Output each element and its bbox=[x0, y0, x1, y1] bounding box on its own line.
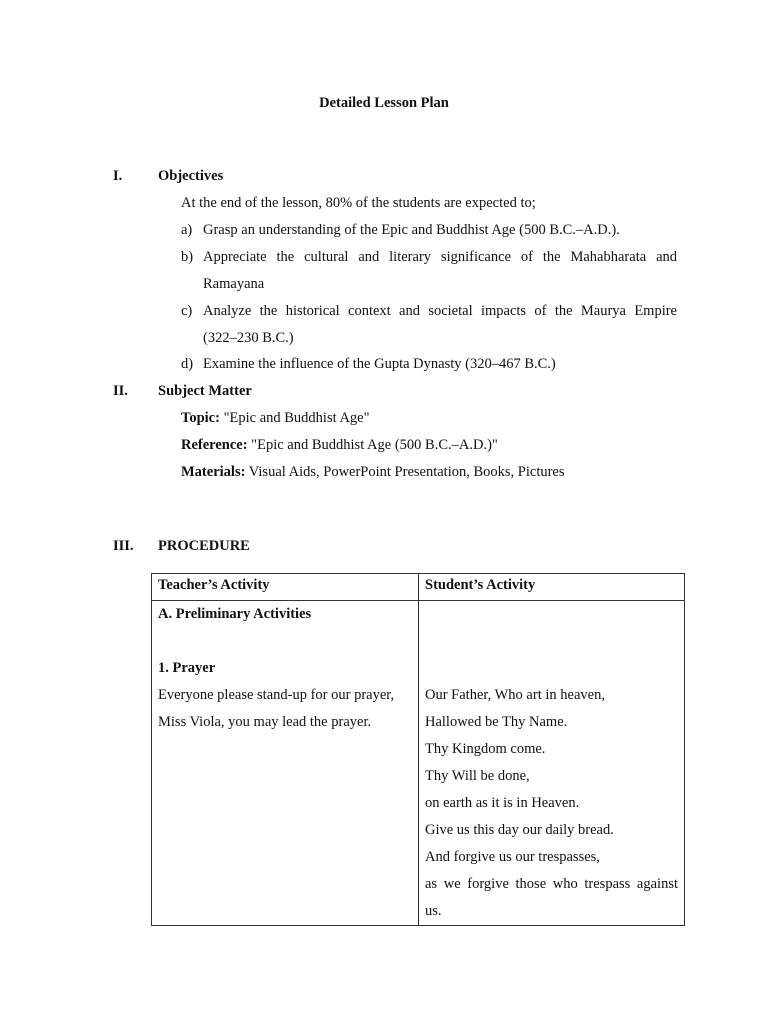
objectives-intro: At the end of the lesson, 80% of the students are expected to; bbox=[181, 195, 536, 211]
prayer-line: on earth as it is in Heaven. bbox=[425, 795, 580, 811]
section-heading-procedure: PROCEDURE bbox=[158, 538, 250, 554]
section-numeral-objectives: I. bbox=[113, 168, 123, 184]
spacer-line bbox=[425, 601, 678, 628]
objective-text-b-line2: Ramayana bbox=[203, 276, 265, 292]
prayer-line: us. bbox=[425, 903, 442, 919]
prayer-heading: 1. Prayer bbox=[158, 660, 216, 676]
objective-label-c: c) bbox=[181, 303, 193, 319]
procedure-table bbox=[151, 573, 685, 926]
section-heading-subject-matter: Subject Matter bbox=[158, 383, 252, 399]
materials-value: Visual Aids, PowerPoint Presentation, Books, Pictures bbox=[248, 464, 565, 480]
prayer-line: Thy Kingdom come. bbox=[425, 741, 546, 757]
reference-line bbox=[181, 436, 498, 454]
teacher-activity-cell bbox=[152, 601, 419, 926]
objective-text-a: Grasp an understanding of the Epic and Buddhist Age (500 B.C.–A.D.). bbox=[203, 222, 620, 238]
spacer-line bbox=[425, 655, 678, 682]
student-activity-cell bbox=[419, 601, 685, 926]
header-teachers-activity: Teacher’s Activity bbox=[152, 574, 419, 601]
materials-label: Materials: bbox=[181, 464, 246, 480]
objective-text-c-line1: Analyze the historical context and societal impacts of the Maurya Empire bbox=[203, 303, 677, 319]
objective-label-a: a) bbox=[181, 222, 193, 238]
prayer-line: Our Father, Who art in heaven, bbox=[425, 687, 605, 703]
teacher-line: Miss Viola, you may lead the prayer. bbox=[158, 714, 372, 730]
prayer-line: And forgive us our trespasses, bbox=[425, 849, 600, 865]
prayer-line: Hallowed be Thy Name. bbox=[425, 714, 568, 730]
objective-text-c-line2: (322–230 B.C.) bbox=[203, 330, 294, 346]
objective-text-d: Examine the influence of the Gupta Dynasty (320–467 B.C.) bbox=[203, 356, 556, 372]
teacher-line: Everyone please stand-up for our prayer, bbox=[158, 687, 395, 703]
objective-label-b: b) bbox=[181, 249, 194, 265]
spacer-line bbox=[425, 628, 678, 655]
section-numeral-procedure: III. bbox=[113, 538, 134, 554]
prayer-line: Thy Will be done, bbox=[425, 768, 530, 784]
prayer-line: as we forgive those who trespass against bbox=[425, 876, 678, 892]
document-title: Detailed Lesson Plan bbox=[319, 95, 449, 111]
header-students-activity: Student’s Activity bbox=[419, 574, 685, 601]
reference-label: Reference: bbox=[181, 437, 248, 453]
topic-value: "Epic and Buddhist Age" bbox=[223, 410, 370, 426]
table-header-row bbox=[152, 574, 685, 601]
reference-value: "Epic and Buddhist Age (500 B.C.–A.D.)" bbox=[251, 437, 498, 453]
preliminary-activities-heading: A. Preliminary Activities bbox=[158, 606, 312, 622]
spacer-line bbox=[158, 628, 412, 655]
section-numeral-subject-matter: II. bbox=[113, 383, 128, 399]
table-row bbox=[152, 601, 685, 926]
objective-label-d: d) bbox=[181, 356, 194, 372]
topic-label: Topic: bbox=[181, 410, 220, 426]
objective-text-b-line1: Appreciate the cultural and literary significance of the Mahabharata and bbox=[203, 249, 677, 265]
section-heading-objectives: Objectives bbox=[158, 168, 224, 184]
topic-line bbox=[181, 409, 370, 427]
prayer-line: Give us this day our daily bread. bbox=[425, 822, 614, 838]
materials-line bbox=[181, 463, 565, 481]
